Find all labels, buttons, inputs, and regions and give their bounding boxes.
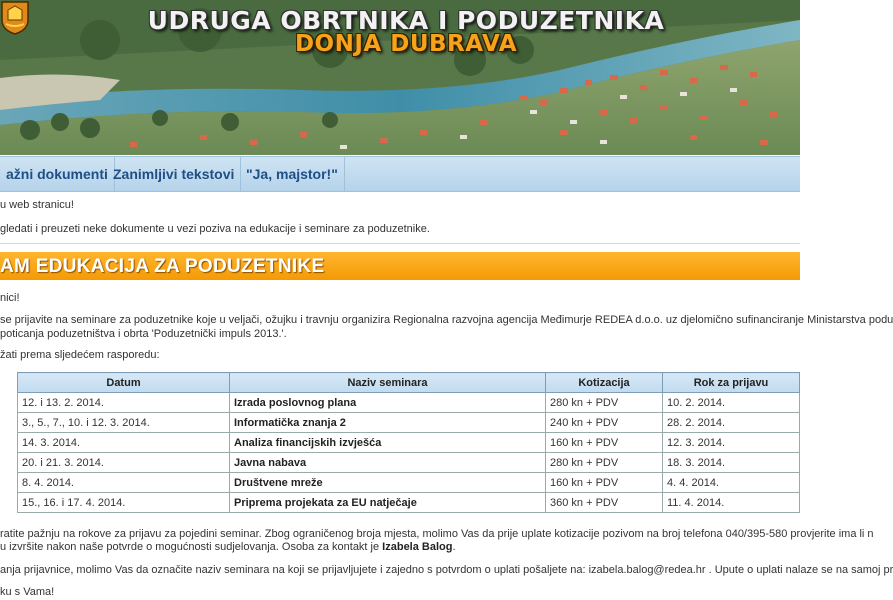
cell-datum: 12. i 13. 2. 2014. [18, 393, 230, 413]
column-header-datum: Datum [18, 373, 230, 393]
cell-datum: 15., 16. i 17. 4. 2014. [18, 493, 230, 513]
cell-seminar-name: Izrada poslovnog plana [230, 393, 546, 413]
column-header-kotizacija: Kotizacija [546, 373, 663, 393]
cell-rok: 10. 2. 2014. [663, 393, 800, 413]
cell-seminar-name: Javna nabava [230, 453, 546, 473]
cell-kotizacija: 280 kn + PDV [546, 393, 663, 413]
seminar-schedule-table [17, 372, 800, 513]
note-deadlines-line1: ratite pažnju na rokove za prijavu za pojedini seminar. Zbog ograničenog broja mjesta, molimo Vas da prije uplate kotizacije pozivom na broj telefona 040/395-580 provjerite ima li n [0, 528, 874, 540]
cell-datum: 14. 3. 2014. [18, 433, 230, 453]
cell-seminar-name: Informatička znanja 2 [230, 413, 546, 433]
table-row [18, 433, 800, 453]
nav-item-dokumenti[interactable]: ažni dokumenti [0, 157, 115, 191]
nav-item-ja-majstor[interactable]: "Ja, majstor!" [240, 157, 345, 191]
cell-seminar-name: Analiza financijskih izvješća [230, 433, 546, 453]
cell-seminar-name: Priprema projekata za EU natječaje [230, 493, 546, 513]
banner-title-line2: DONJA DUBRAVA [294, 31, 518, 57]
note-deadlines-line2 [0, 541, 456, 553]
cell-kotizacija: 360 kn + PDV [546, 493, 663, 513]
table-header-row [18, 373, 800, 393]
cell-rok: 18. 3. 2014. [663, 453, 800, 473]
cell-kotizacija: 160 kn + PDV [546, 433, 663, 453]
intro-description-text: gledati i preuzeti neke dokumente u vezi poziva na edukacije i seminare za poduzetnike. [0, 223, 430, 235]
cell-seminar-name: Društvene mreže [230, 473, 546, 493]
table-row [18, 413, 800, 433]
main-navigation [0, 156, 800, 192]
table-row [18, 493, 800, 513]
nav-item-zanimljivi-tekstovi[interactable]: Zanimljivi tekstovi [107, 157, 241, 191]
column-header-naziv-seminara: Naziv seminara [230, 373, 546, 393]
section-paragraph-line2: poticanja poduzetništva i obrta 'Poduzetnički impuls 2013.'. [0, 328, 287, 340]
closing-text: ku s Vama! [0, 586, 55, 598]
table-row [18, 393, 800, 413]
section-paragraph-line1: se prijavite na seminare za poduzetnike koje u veljači, ožujku i travnju organizira Regionalna razvojna agencija Međimurje REDEA d.o.o. uz djelomično sufinanciranje Ministarstva podu [0, 314, 893, 326]
table-row [18, 473, 800, 493]
cell-kotizacija: 240 kn + PDV [546, 413, 663, 433]
cell-rok: 12. 3. 2014. [663, 433, 800, 453]
town-crest-icon [0, 0, 30, 36]
intro-welcome-text: u web stranicu! [0, 199, 74, 211]
table-row [18, 453, 800, 473]
header-banner [0, 0, 800, 155]
cell-rok: 11. 4. 2014. [663, 493, 800, 513]
banner-title-line1: UDRUGA OBRTNIKA I PODUZETNIKA [147, 6, 665, 35]
note-deadlines-prefix: u izvršite nakon naše potvrde o mogućnosti sudjelovanja. Osoba za kontakt je [0, 541, 383, 553]
section-title: AM EDUKACIJA ZA PODUZETNIKE [0, 256, 325, 277]
schedule-intro: žati prema sljedećem rasporedu: [0, 349, 160, 361]
cell-kotizacija: 160 kn + PDV [546, 473, 663, 493]
cell-datum: 3., 5., 7., 10. i 12. 3. 2014. [18, 413, 230, 433]
note-deadlines-suffix: . [452, 541, 456, 553]
cell-datum: 20. i 21. 3. 2014. [18, 453, 230, 473]
cell-rok: 4. 4. 2014. [663, 473, 800, 493]
note-application: anja prijavnice, molimo Vas da označite naziv seminara na koji se prijavljujete i zajedno s potvrdom o uplati pošaljete na: izabela.balog@redea.hr . Upute o uplati nalaze se na samoj pr [0, 564, 893, 576]
column-header-rok-za-prijavu: Rok za prijavu [663, 373, 800, 393]
section-greeting: nici! [0, 292, 20, 304]
divider [0, 243, 800, 244]
contact-person-name: Izabela Balog [382, 541, 453, 553]
cell-datum: 8. 4. 2014. [18, 473, 230, 493]
cell-rok: 28. 2. 2014. [663, 413, 800, 433]
cell-kotizacija: 280 kn + PDV [546, 453, 663, 473]
